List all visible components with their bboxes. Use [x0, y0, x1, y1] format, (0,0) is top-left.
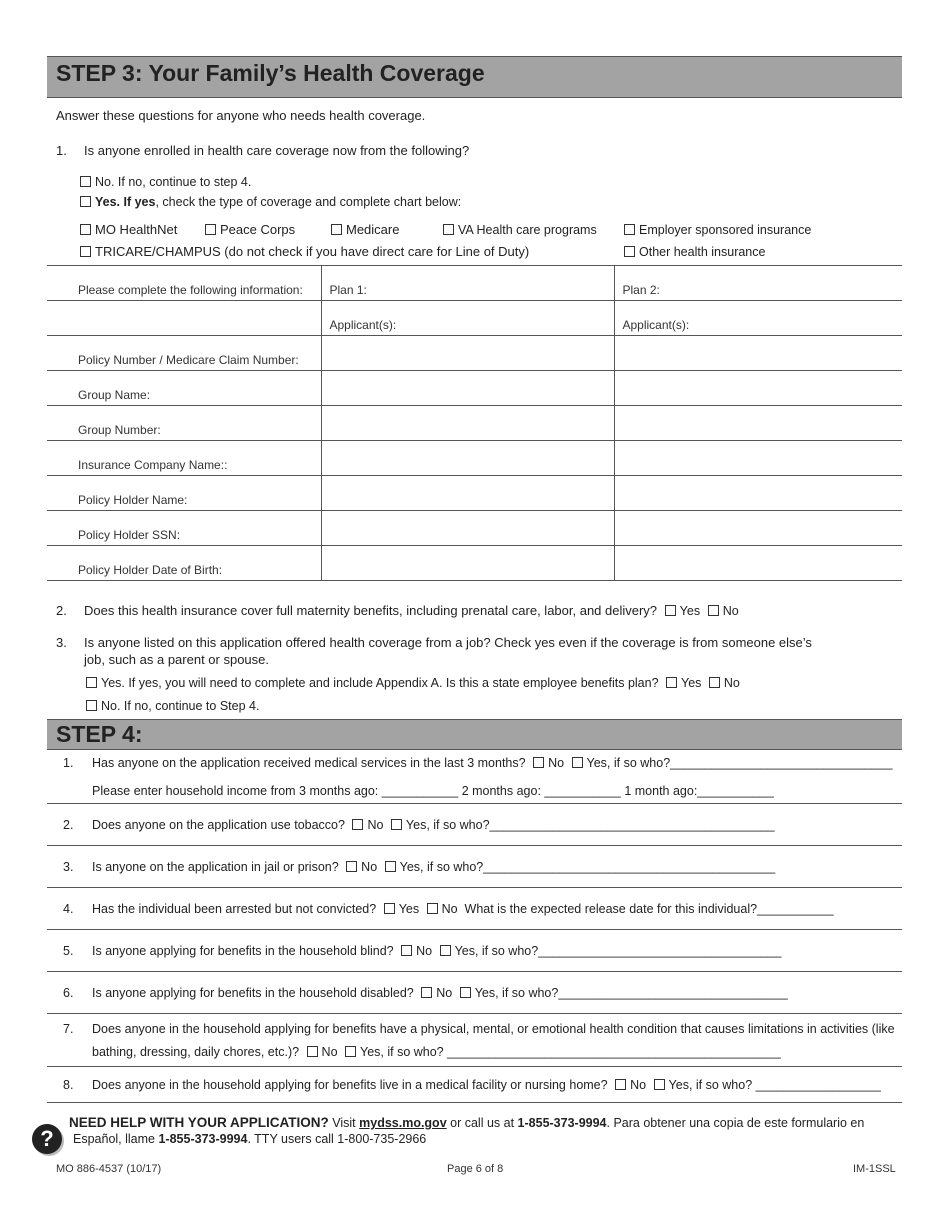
tricare-label: TRICARE/CHAMPUS (do not check if you have direct care for Line of Duty) — [95, 244, 530, 259]
step4-q5-text: Is anyone applying for benefits in the household blind? — [92, 944, 394, 958]
step4-q4-no-checkbox[interactable] — [427, 903, 438, 914]
step4-q6-no-checkbox[interactable] — [421, 987, 432, 998]
plan2-cell[interactable] — [614, 546, 902, 581]
step4-q1-income[interactable]: Please enter household income from 3 months ago: ___________ 2 months ago: ___________ 1 month ago:___________ — [92, 784, 774, 798]
employer-label: Employer sponsored insurance — [639, 223, 812, 237]
q1-text: Is anyone enrolled in health care coverage now from the following? — [84, 143, 470, 158]
plan2-header: Plan 2: — [614, 266, 902, 301]
help-line2-start: Español, llame — [73, 1132, 155, 1146]
step4-q1-number: 1. — [63, 756, 74, 770]
step4-q4-line — [92, 902, 894, 916]
step4-q2-no-label: No — [367, 818, 384, 832]
q3-state-no-label: No — [723, 676, 740, 690]
step4-q8-no-label: No — [630, 1078, 647, 1092]
step4-q7-text: bathing, dressing, daily chores, etc.)? — [92, 1045, 300, 1059]
step4-q3-text: Is anyone on the application in jail or prison? — [92, 860, 339, 874]
step4-q7-no-checkbox[interactable] — [307, 1046, 318, 1057]
q1-no-option — [80, 175, 251, 189]
step4-q2-line — [92, 818, 894, 832]
plan1-cell[interactable] — [321, 511, 614, 546]
q3-text-line2: job, such as a parent or spouse. — [84, 652, 270, 667]
step4-q1-line — [92, 756, 894, 770]
help-line2 — [73, 1132, 426, 1146]
help-icon: ? — [32, 1124, 62, 1154]
plan1-cell[interactable] — [321, 371, 614, 406]
help-call-text: or call us at — [450, 1116, 515, 1130]
q3-state-yes-checkbox[interactable] — [666, 677, 677, 688]
q1-yes-option — [80, 195, 461, 209]
step4-q5-no-label: No — [416, 944, 433, 958]
peace-corps-checkbox[interactable] — [205, 224, 216, 235]
step4-q3-row — [47, 846, 902, 888]
employer-checkbox[interactable] — [624, 224, 635, 235]
coverage-peace-corps — [205, 222, 295, 237]
plan1-cell[interactable] — [321, 476, 614, 511]
plan2-cell[interactable] — [614, 336, 902, 371]
plan1-cell[interactable] — [321, 546, 614, 581]
help-tty: . TTY users call 1-800-735-2966 — [247, 1132, 427, 1146]
va-checkbox[interactable] — [443, 224, 454, 235]
q2-yes-checkbox[interactable] — [665, 605, 676, 616]
step4-q5-line — [92, 944, 894, 958]
q2-yes-label: Yes — [679, 604, 701, 618]
step4-q7-line2 — [92, 1045, 894, 1059]
step4-title: STEP 4: — [56, 721, 143, 747]
step4-q1-row — [47, 750, 902, 804]
plan1-cell[interactable] — [321, 336, 614, 371]
table-row-label: Policy Holder SSN: — [47, 511, 321, 546]
table-row — [47, 371, 902, 406]
step4-q5-no-checkbox[interactable] — [401, 945, 412, 956]
plan1-header: Plan 1: — [321, 266, 614, 301]
q3-no-text: No. If no, continue to Step 4. — [101, 699, 260, 713]
q1-yes-rest: , check the type of coverage and complete chart below: — [155, 195, 462, 209]
q2-no-label: No — [722, 604, 739, 618]
step4-header — [47, 719, 902, 750]
step4-q8-no-checkbox[interactable] — [615, 1079, 626, 1090]
step4-q1-yes-checkbox[interactable] — [572, 757, 583, 768]
step4-q6-no-label: No — [436, 986, 453, 1000]
step3-header — [47, 56, 902, 98]
step4-q8-yes-label[interactable]: Yes, if so who? __________________ — [668, 1078, 881, 1092]
step4-q3-no-checkbox[interactable] — [346, 861, 357, 872]
help-spanish: . Para obtener una copia de este formulario en — [606, 1116, 865, 1130]
q3-no-option — [86, 699, 259, 713]
table-row-label: Insurance Company Name:: — [47, 441, 321, 476]
step4-q1-no-label: No — [548, 756, 565, 770]
table-row-label: Group Name: — [47, 371, 321, 406]
table-header-row — [47, 266, 902, 301]
step4-q5-number: 5. — [63, 944, 74, 958]
step4-q4-row — [47, 888, 902, 930]
step4-q3-yes-label[interactable]: Yes, if so who?__________________________________________ — [399, 860, 776, 874]
q2-no-checkbox[interactable] — [708, 605, 719, 616]
table-row — [47, 511, 902, 546]
step4-q2-yes-label[interactable]: Yes, if so who?_________________________________________ — [405, 818, 775, 832]
step4-q6-yes-checkbox[interactable] — [460, 987, 471, 998]
q3-yes-text: Yes. If yes, you will need to complete and include Appendix A. Is this a state employee benefits plan? — [101, 676, 659, 690]
step4-q6-row — [47, 972, 902, 1014]
step4-q5-yes-checkbox[interactable] — [440, 945, 451, 956]
coverage-table — [47, 265, 902, 581]
step4-q4-yes-label: Yes — [398, 902, 420, 916]
step4-q2-text: Does anyone on the application use tobacco? — [92, 818, 345, 832]
q1-no-label: No. If no, continue to step 4. — [95, 175, 252, 189]
step4-q7-line1: Does anyone in the household applying for benefits have a physical, mental, or emotional health condition that causes limitations in activities (like — [92, 1022, 895, 1036]
q3-yes-option — [86, 676, 740, 690]
q3-no-checkbox[interactable] — [86, 700, 97, 711]
table-row — [47, 406, 902, 441]
q2-number: 2. — [56, 603, 67, 618]
peace-corps-label: Peace Corps — [220, 222, 296, 237]
mo-healthnet-checkbox[interactable] — [80, 224, 91, 235]
step4-q4-text: Has the individual been arrested but not convicted? — [92, 902, 377, 916]
step4-q7-yes-label[interactable]: Yes, if so who? ________________________________________________ — [360, 1045, 781, 1059]
form-code: IM-1SSL — [853, 1163, 896, 1175]
step4-q6-line — [92, 986, 894, 1000]
step4-q5-row — [47, 930, 902, 972]
step4-q1-no-checkbox[interactable] — [533, 757, 544, 768]
step4-q1-text: Has anyone on the application received medical services in the last 3 months? — [92, 756, 526, 770]
medicare-label: Medicare — [346, 222, 400, 237]
plan2-cell[interactable] — [614, 511, 902, 546]
table-row — [47, 301, 902, 336]
step4-q2-no-checkbox[interactable] — [352, 819, 363, 830]
coverage-medicare — [331, 222, 399, 237]
step4-q7-number: 7. — [63, 1022, 74, 1036]
q3-number: 3. — [56, 635, 67, 650]
q3-state-no-checkbox[interactable] — [709, 677, 720, 688]
page-number: Page 6 of 8 — [447, 1163, 504, 1175]
table-row-label: Policy Holder Date of Birth: — [47, 546, 321, 581]
tricare-checkbox[interactable] — [80, 246, 91, 257]
step4-q8-row — [47, 1067, 902, 1103]
coverage-va — [443, 223, 597, 237]
step4-q5-yes-label[interactable]: Yes, if so who?___________________________________ — [454, 944, 782, 958]
q2-text: Does this health insurance cover full maternity benefits, including prenatal care, labor, and delivery? — [84, 603, 658, 618]
step4-q3-yes-checkbox[interactable] — [385, 861, 396, 872]
step4-q4-no-label: No — [441, 902, 458, 916]
help-visit: Visit — [332, 1116, 356, 1130]
step4-q6-number: 6. — [63, 986, 74, 1000]
step4-q7-yes-checkbox[interactable] — [345, 1046, 356, 1057]
help-website-link[interactable]: mydss.mo.gov — [359, 1116, 447, 1130]
step4-q8-text: Does anyone in the household applying for benefits live in a medical facility or nursing home? — [92, 1078, 608, 1092]
medicare-checkbox[interactable] — [331, 224, 342, 235]
table-header-label: Please complete the following information: — [47, 266, 321, 301]
step4-q4-number: 4. — [63, 902, 74, 916]
q1-number: 1. — [56, 143, 67, 158]
table-row — [47, 546, 902, 581]
plan1-cell[interactable] — [321, 441, 614, 476]
step4-q4-yes-checkbox[interactable] — [384, 903, 395, 914]
plan1-cell[interactable] — [321, 406, 614, 441]
table-row-label: Policy Number / Medicare Claim Number: — [47, 336, 321, 371]
step4-q4-release[interactable]: What is the expected release date for this individual?___________ — [464, 902, 834, 916]
other-insurance-label: Other health insurance — [639, 245, 766, 259]
step4-q8-line — [92, 1078, 894, 1092]
plan2-cell[interactable] — [614, 441, 902, 476]
q1-no-checkbox[interactable] — [80, 176, 91, 187]
table-row-label: Policy Holder Name: — [47, 476, 321, 511]
table-row — [47, 476, 902, 511]
plan2-cell[interactable] — [614, 371, 902, 406]
q3-state-yes-label: Yes — [681, 676, 702, 690]
step4-q8-number: 8. — [63, 1078, 74, 1092]
q1-yes-checkbox[interactable] — [80, 196, 91, 207]
plan2-applicants[interactable]: Applicant(s): — [614, 301, 902, 336]
step4-q2-row — [47, 804, 902, 846]
step4-q3-number: 3. — [63, 860, 74, 874]
help-line1 — [69, 1115, 864, 1130]
q1-yes-bold: Yes. If yes — [95, 195, 156, 209]
q3-text-line1: Is anyone listed on this application offered health coverage from a job? Check yes even if the coverage is from someone else’s — [84, 635, 812, 650]
plan2-cell[interactable] — [614, 406, 902, 441]
step4-q2-number: 2. — [63, 818, 74, 832]
help-phone: 1-855-373-9994 — [517, 1116, 607, 1130]
help-phone2: 1-855-373-9994 — [158, 1132, 248, 1146]
step4-q2-yes-checkbox[interactable] — [391, 819, 402, 830]
mo-healthnet-label: MO HealthNet — [95, 222, 178, 237]
plan1-applicants[interactable]: Applicant(s): — [321, 301, 614, 336]
coverage-employer — [624, 223, 811, 237]
q2-line — [84, 603, 739, 618]
va-label: VA Health care programs — [458, 223, 597, 237]
table-row-label: Group Number: — [47, 406, 321, 441]
coverage-other — [624, 245, 765, 259]
step4-q8-yes-checkbox[interactable] — [654, 1079, 665, 1090]
table-row — [47, 441, 902, 476]
other-insurance-checkbox[interactable] — [624, 246, 635, 257]
plan2-cell[interactable] — [614, 476, 902, 511]
help-heading: NEED HELP WITH YOUR APPLICATION? — [69, 1115, 329, 1130]
step4-q7-no-label: No — [321, 1045, 338, 1059]
step3-title: STEP 3: Your Family’s Health Coverage — [56, 60, 485, 86]
table-row — [47, 336, 902, 371]
step3-intro: Answer these questions for anyone who needs health coverage. — [56, 108, 426, 123]
step4-q6-yes-label[interactable]: Yes, if so who?_________________________________ — [474, 986, 788, 1000]
coverage-tricare — [80, 244, 529, 259]
step4-q3-line — [92, 860, 894, 874]
step4-q3-no-label: No — [361, 860, 378, 874]
table-row-label — [47, 301, 321, 336]
step4-q1-yes-label[interactable]: Yes, if so who?________________________________ — [586, 756, 893, 770]
step4-q6-text: Is anyone applying for benefits in the household disabled? — [92, 986, 414, 1000]
form-number: MO 886-4537 (10/17) — [56, 1163, 162, 1175]
coverage-mo-healthnet — [80, 222, 177, 237]
q3-yes-checkbox[interactable] — [86, 677, 97, 688]
step4-q7-row — [47, 1014, 902, 1067]
